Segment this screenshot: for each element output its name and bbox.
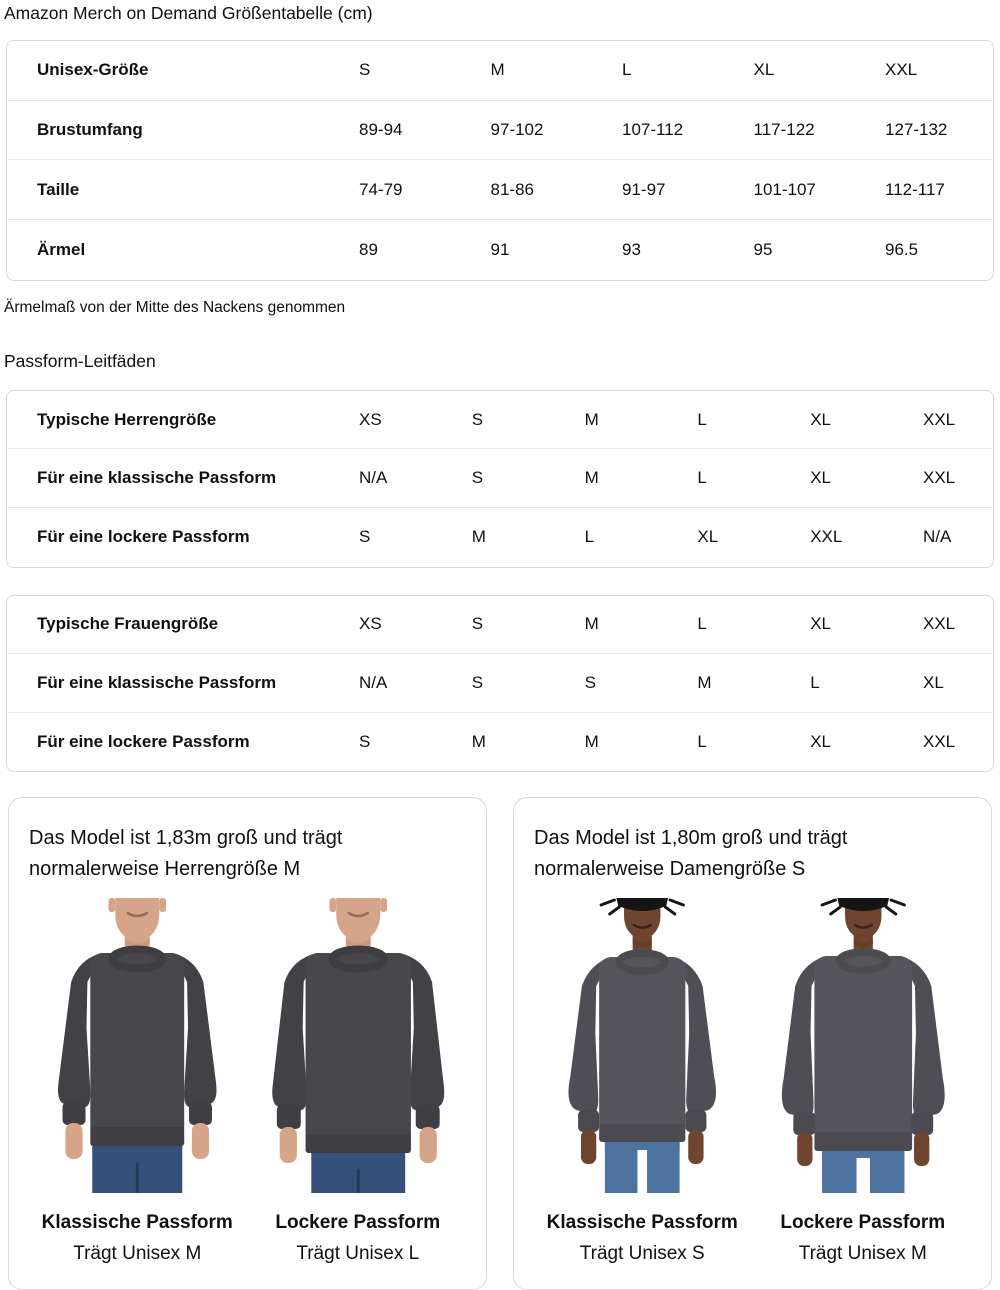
row-label: Ärmel xyxy=(37,239,86,259)
table-cell: XS xyxy=(359,409,382,429)
table-row xyxy=(7,41,993,101)
row-label: Für eine klassische Passform xyxy=(37,468,277,488)
table-cell: 91 xyxy=(490,239,510,259)
photo-caption xyxy=(755,1210,972,1267)
model-description: Das Model ist 1,83m groß und trägt normalerweise Herrengröße M xyxy=(29,827,343,881)
row-label: Typische Frauengröße xyxy=(37,614,219,634)
female-model-classic-fit-photo xyxy=(534,898,751,1193)
size-label: Trägt Unisex S xyxy=(579,1243,705,1265)
table-cell: M xyxy=(584,614,599,634)
table-cell: XL xyxy=(753,60,775,80)
model-photos xyxy=(29,898,466,1267)
loose-fit-figure xyxy=(250,898,467,1267)
table-cell: 89 xyxy=(359,239,378,259)
table-cell: XL xyxy=(810,732,831,752)
table-cell: XS xyxy=(359,614,382,634)
table-cell: XXL xyxy=(810,527,843,547)
table-cell: S xyxy=(359,732,371,752)
fit-label: Lockere Passform xyxy=(275,1212,441,1234)
size-label: Trägt Unisex M xyxy=(798,1243,927,1265)
table-cell: XL xyxy=(810,409,831,429)
model-description: Das Model ist 1,80m groß und trägt normalerweise Damengröße S xyxy=(534,827,848,881)
table-cell: M xyxy=(584,468,599,488)
table-cell: M xyxy=(584,409,599,429)
table-cell: 95 xyxy=(753,239,773,259)
table-cell: XXL xyxy=(922,732,956,752)
table-cell: 96.5 xyxy=(885,239,919,259)
table-cell: XXL xyxy=(922,409,956,429)
female-model-card xyxy=(513,797,992,1290)
page-title: Amazon Merch on Demand Größentabelle (cm) xyxy=(4,3,373,23)
size-label: Trägt Unisex L xyxy=(296,1243,420,1265)
female-model-loose-fit-photo xyxy=(755,898,972,1193)
male-model-loose-fit-photo xyxy=(250,898,467,1193)
table-cell: L xyxy=(697,468,707,488)
table-row xyxy=(7,220,993,280)
table-cell: M xyxy=(584,732,599,752)
male-model-card xyxy=(8,797,487,1290)
table-cell: L xyxy=(697,614,707,634)
row-label: Unisex-Größe xyxy=(37,60,149,80)
table-cell: M xyxy=(471,732,486,752)
male-model-classic-fit-photo xyxy=(29,898,246,1193)
row-label: Taille xyxy=(37,179,80,199)
sleeve-measure-note: Ärmelmaß von der Mitte des Nackens genommen xyxy=(4,298,346,316)
table-cell: N/A xyxy=(359,672,388,692)
table-cell: 112-117 xyxy=(885,179,945,199)
classic-fit-figure xyxy=(534,898,751,1267)
table-cell: 81-86 xyxy=(490,179,534,199)
table-cell: L xyxy=(584,527,595,547)
table-row xyxy=(7,449,993,508)
table-row xyxy=(7,713,993,772)
table-row xyxy=(7,391,993,450)
table-cell: N/A xyxy=(359,468,388,488)
model-cards-row xyxy=(8,797,992,1290)
photo-caption xyxy=(250,1210,467,1267)
table-cell: XXL xyxy=(922,468,956,488)
table-cell: M xyxy=(490,60,505,80)
table-cell: XL xyxy=(810,614,831,634)
mens-fit-table xyxy=(6,390,994,568)
table-row xyxy=(7,508,993,567)
row-label: Brustumfang xyxy=(37,120,143,140)
table-cell: S xyxy=(471,409,484,429)
table-cell: L xyxy=(622,60,632,80)
table-row xyxy=(7,101,993,161)
table-cell: XXL xyxy=(885,60,918,80)
table-cell: 117-122 xyxy=(753,120,815,140)
model-photos xyxy=(534,898,971,1267)
table-cell: S xyxy=(359,60,371,80)
row-label: Für eine lockere Passform xyxy=(37,527,250,547)
table-row xyxy=(7,160,993,220)
table-cell: S xyxy=(471,468,484,488)
table-cell: XL xyxy=(922,672,944,692)
table-cell: S xyxy=(584,672,596,692)
table-cell: 97-102 xyxy=(490,120,544,140)
unisex-size-table xyxy=(6,40,994,281)
fit-label: Klassische Passform xyxy=(546,1212,738,1234)
table-cell: 101-107 xyxy=(753,179,816,199)
table-cell: N/A xyxy=(922,527,952,547)
table-cell: XXL xyxy=(922,614,956,634)
table-cell: 89-94 xyxy=(359,120,403,140)
classic-fit-figure xyxy=(29,898,246,1267)
fit-label: Lockere Passform xyxy=(780,1212,946,1234)
size-chart-page xyxy=(0,2,1000,1287)
table-cell: 91-97 xyxy=(622,179,666,199)
row-label: Für eine klassische Passform xyxy=(37,672,277,692)
table-cell: 127-132 xyxy=(885,120,948,140)
photo-caption xyxy=(29,1210,246,1267)
table-cell: XL xyxy=(810,468,831,488)
table-cell: L xyxy=(697,409,707,429)
fit-guides-heading: Passform-Leitfäden xyxy=(4,350,156,371)
table-cell: XL xyxy=(697,527,719,547)
table-row xyxy=(7,654,993,713)
row-label: Typische Herrengröße xyxy=(37,409,217,429)
table-cell: S xyxy=(359,527,371,547)
fit-label: Klassische Passform xyxy=(41,1212,233,1234)
table-cell: M xyxy=(471,527,486,547)
table-cell: M xyxy=(697,672,712,692)
table-cell: 93 xyxy=(622,239,641,259)
table-cell: L xyxy=(697,732,707,752)
table-cell: 107-112 xyxy=(622,120,684,140)
row-label: Für eine lockere Passform xyxy=(37,732,250,752)
table-cell: 74-79 xyxy=(359,179,403,199)
loose-fit-figure xyxy=(755,898,972,1267)
womens-fit-table xyxy=(6,595,994,773)
table-cell: S xyxy=(471,614,484,634)
size-label: Trägt Unisex M xyxy=(73,1243,202,1265)
photo-caption xyxy=(534,1210,751,1267)
table-row xyxy=(7,596,993,655)
table-cell: S xyxy=(471,672,484,692)
table-cell: L xyxy=(810,672,820,692)
